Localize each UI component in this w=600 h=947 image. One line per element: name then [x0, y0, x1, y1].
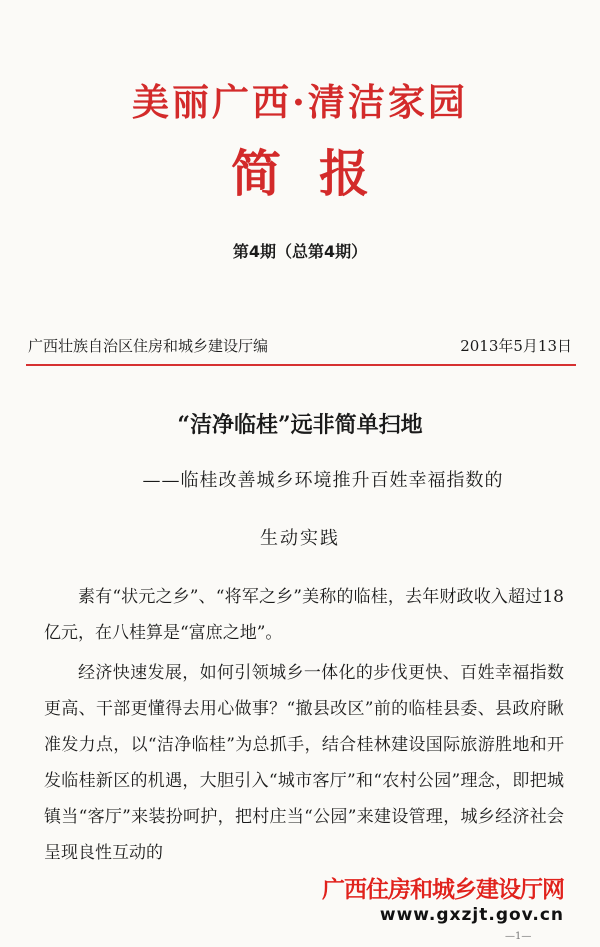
issue-number: 第4期（总第4期）	[232, 242, 368, 261]
editor-line	[28, 333, 572, 359]
red-divider	[26, 364, 576, 366]
page-number: —1—	[505, 931, 532, 942]
article-title: “洁净临桂”远非简单扫地	[177, 412, 423, 438]
watermark-url: www.gxzjt.gov.cn	[379, 905, 564, 925]
publish-date: 2013年5月13日	[460, 337, 572, 355]
article-subtitle-line1: ——临桂改善城乡环境推升百姓幸福指数的	[142, 470, 504, 491]
brief-heading: 简报	[231, 144, 407, 203]
masthead-title: 美丽广西·清洁家园	[132, 80, 468, 124]
article-subtitle-line2: 生动实践	[260, 528, 340, 549]
article-body	[44, 579, 564, 871]
paragraph: 经济快速发展，如何引领城乡一体化的步伐更快、百姓幸福指数更高、干部更懂得去用心做事？“撤县改区”前的临桂县委、县政府瞅准发力点，以“洁净临桂”为总抓手，结合桂林建设国际旅游胜地和开发临桂新区的机遇，大胆引入“城市客厅”和“农村公园”理念，即把城镇当“客厅”来装扮呵护，把村庄当“公园”来建设管理，城乡经济社会呈现良性互动的	[44, 663, 564, 863]
watermark-site-name: 广西住房和城乡建设厅网	[322, 877, 564, 903]
editor-name: 广西壮族自治区住房和城乡建设厅编	[28, 337, 269, 355]
paragraph: 素有“状元之乡”、“将军之乡”美称的临桂，去年财政收入超过18亿元，在八桂算是“富庶之地”。	[44, 587, 564, 643]
